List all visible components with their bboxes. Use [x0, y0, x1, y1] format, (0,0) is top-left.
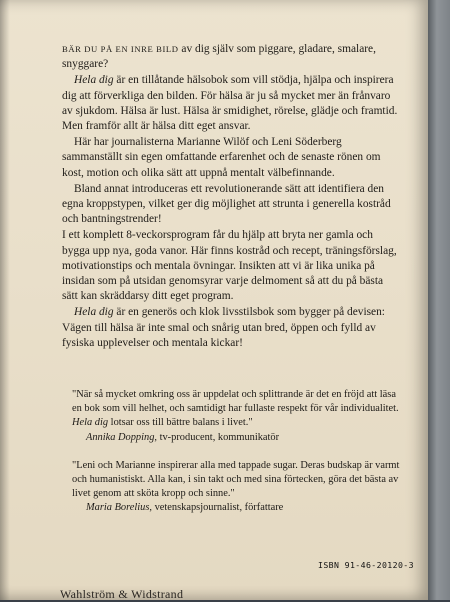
quote-text [72, 388, 402, 431]
book-title-mention: Hela dig [74, 74, 114, 87]
quote-text-part: "Leni och Marianne inspirerar alla med tappade sugar. Deras budskap är varmt och humanistiskt. Alla kan, i sin takt och med sina förtecken, göra det bästa av livet genom att sköta kropp och sinne." [72, 459, 400, 500]
blurb-lead-caps: BÄR DU PÅ EN INRE BILD [62, 44, 179, 54]
quote-author-name: Annika Dopping [86, 431, 155, 443]
blurb-paragraph-1 [62, 42, 400, 72]
quote-author-name: Maria Borelius [86, 502, 150, 514]
quote-author-role: , vetenskapsjournalist, författare [149, 502, 284, 514]
book-title-mention: Hela dig [74, 306, 114, 319]
quote-author [72, 431, 402, 445]
isbn-number: ISBN 91-46-20120-3 [318, 560, 414, 570]
blurb-paragraph-2 [62, 73, 400, 134]
review-quote [72, 459, 402, 516]
spine-shadow [0, 0, 10, 600]
quote-text-part: lotsar oss till bättre balans i livet." [108, 417, 253, 429]
book-title-mention: Hela dig [72, 417, 109, 429]
review-quotes [72, 388, 402, 530]
blurb-paragraph-4: Bland annat introduceras ett revolutionerande sätt att identifiera den egna kroppstypen, vilket ger dig möjlighet att strunta i generella kostråd och bantningstrender! [62, 182, 391, 226]
quote-author [72, 501, 402, 515]
publisher-name: Wahlström & Widstrand [60, 587, 184, 601]
background-surface [428, 0, 450, 600]
blurb-text [62, 42, 400, 352]
blurb-paragraph-6-text: är en generös och klok livsstilsbok som bygger på devisen: Vägen till hälsa är inte smal och snårig utan bred, öppen och fylld av fysiska upplevelser och mentala kickar! [62, 306, 385, 349]
blurb-paragraph-2-text: är en tillåtande hälsobok som vill stödja, hjälpa och inspirera dig att förverkliga den bilden. För hälsa är ju så mycket mer än frånvaro av sjukdom. Hälsa är lust. Hälsa är smidighet, rörelse, glädje och framtid. Men framför allt är hälsa ditt eget ansvar. [62, 74, 398, 133]
blurb-paragraph-6 [62, 305, 400, 351]
quote-author-role: , tv-producent, kommunikatör [154, 431, 280, 443]
blurb-lead-rest: av dig själv som piggare, gladare, smalare, snyggare? [62, 43, 376, 71]
blurb-paragraph-3: Här har journalisterna Marianne Wilöf och Leni Söderberg sammanställt sin egen omfattande erfarenhet och de senaste rönen om kost, motion och olika sätt att uppnå mentalt välbefinnande. [62, 136, 381, 179]
blurb-paragraph-5: I ett komplett 8-veckorsprogram får du hjälp att bryta ner gamla och bygga upp nya, goda vanor. Här finns kostråd och recept, träningsförslag, motivationstips och mentala övningar. Insikten att vi är lika unika på insidan som på utsidan genomsyrar varje delmoment så att du på bästa sätt kan skräddarsy ditt eget program. [62, 229, 397, 303]
quote-text [72, 459, 402, 502]
review-quote [72, 388, 402, 445]
quote-text-part: "När så mycket omkring oss är uppdelat och splittrande är det en fröjd att läsa en bok som vill helhet, och samtidigt har fullaste respekt för vår individualitet. [72, 389, 399, 415]
